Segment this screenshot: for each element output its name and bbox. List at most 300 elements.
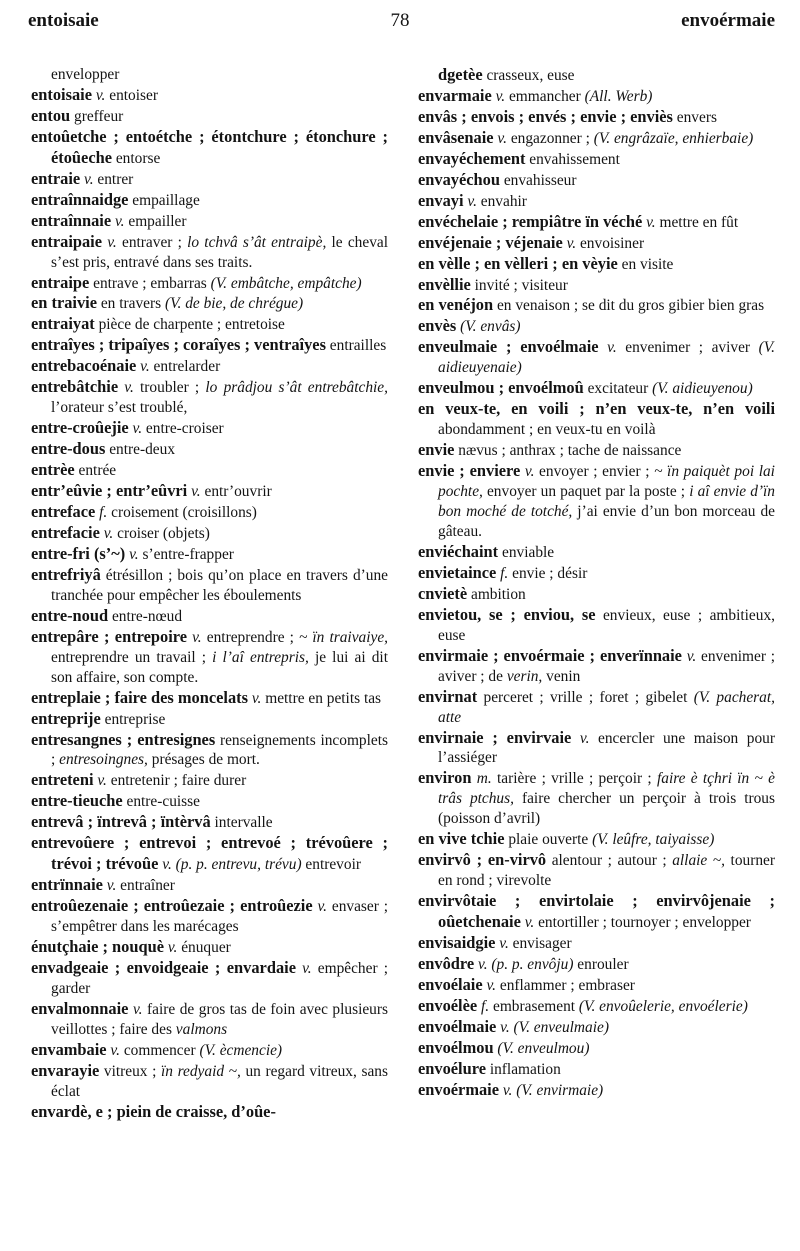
entry-headword: cnvietè bbox=[418, 583, 468, 603]
entry-italic-text: v. bbox=[520, 463, 535, 481]
entry-italic-text: v. bbox=[495, 935, 509, 953]
entry-definition: envers bbox=[672, 108, 717, 126]
entry-definition: mettre en fût bbox=[655, 213, 739, 231]
entry-italic-text: (V. aidieuyenaie) bbox=[438, 339, 775, 377]
entry-headword: envirvôtaie ; envirtolaie ; envirvôjenaie ; oûetchenaie bbox=[418, 891, 775, 932]
entry-definition: envoyer ; envier ; bbox=[534, 463, 655, 481]
entry-italic-text: (All. Werb) bbox=[584, 87, 653, 105]
entry-definition: greffeur bbox=[70, 107, 124, 125]
entry-italic-text: v. bbox=[463, 192, 477, 210]
entry-definition: l’orateur s’est troublé, bbox=[51, 399, 188, 417]
entry-definition: perceret ; vrille ; foret ; gibelet bbox=[477, 688, 694, 706]
entry-definition: entraîner bbox=[116, 877, 175, 895]
entry-definition: entoiser bbox=[105, 86, 158, 104]
entry-definition: ambition bbox=[467, 585, 526, 603]
entry-definition: je lui ai dit son affaire, son compte. bbox=[51, 648, 388, 686]
entry-definition: envenimer ; aviver ; de bbox=[438, 647, 775, 685]
entry-headword: entre-dous bbox=[31, 439, 106, 459]
entry-headword: entou bbox=[31, 105, 71, 125]
entry-definition: entre-cuisse bbox=[122, 793, 200, 811]
dictionary-entry bbox=[418, 1059, 775, 1080]
entry-headword: entrefriyâ bbox=[31, 564, 101, 584]
entry-italic-text: (V. envoûelerie, envoélerie) bbox=[578, 997, 748, 1015]
dictionary-entry bbox=[31, 896, 388, 937]
dictionary-entry bbox=[31, 730, 388, 771]
entry-definition: envahissement bbox=[525, 150, 620, 168]
entry-headword: entraipaie bbox=[31, 231, 103, 251]
entry-headword: entrïnnaie bbox=[31, 875, 103, 895]
entry-definition: empêcher ; garder bbox=[51, 959, 388, 997]
entry-definition: le cheval s’est pris, entravé dans ses traits. bbox=[51, 233, 388, 271]
entry-italic-text: allaie ~, bbox=[672, 852, 725, 870]
dictionary-entry bbox=[31, 523, 388, 544]
entry-headword: envisaidgie bbox=[418, 933, 496, 953]
entry-italic-text: v. (V. envirmaie) bbox=[499, 1081, 604, 1099]
dictionary-entry bbox=[418, 829, 775, 850]
dictionary-entry bbox=[418, 1017, 775, 1038]
entry-italic-text: v. bbox=[247, 689, 262, 707]
dictionary-entry bbox=[418, 440, 775, 461]
entry-definition: commencer bbox=[119, 1041, 200, 1059]
entry-definition: entrer bbox=[93, 170, 134, 188]
entry-italic-text: v. bbox=[295, 959, 312, 977]
dictionary-entry bbox=[418, 563, 775, 584]
entry-definition: plaie ouverte bbox=[504, 831, 593, 849]
entry-italic-text: (V. aidieuyenou) bbox=[652, 380, 753, 398]
dictionary-entry bbox=[418, 212, 775, 233]
entry-headword: entreplaie ; faire des moncelats bbox=[31, 687, 248, 707]
page-number: 78 bbox=[390, 10, 410, 31]
entry-definition: énuquer bbox=[177, 939, 231, 957]
entry-definition: venin bbox=[542, 667, 581, 685]
entry-definition: envahir bbox=[476, 192, 527, 210]
entry-definition: alentour ; autour ; bbox=[546, 852, 673, 870]
entry-definition: enviable bbox=[498, 543, 555, 561]
entry-italic-text: (V. enveulmou) bbox=[493, 1039, 590, 1057]
entry-italic-text: v. bbox=[571, 729, 590, 747]
entry-headword: envirnaie ; envirvaie bbox=[418, 727, 572, 747]
entry-definition: entrailles bbox=[325, 337, 387, 355]
entry-definition: empaillage bbox=[128, 191, 200, 209]
entry-definition: pièce de charpente ; entretoise bbox=[94, 316, 285, 334]
dictionary-entry bbox=[418, 584, 775, 605]
entry-italic-text: f. bbox=[496, 564, 509, 582]
entry-definition: étrésillon ; bois qu’on place en travers d’une tranchée pour empêcher les éboulements bbox=[51, 566, 388, 604]
entry-italic-text: v. bbox=[93, 772, 107, 790]
dictionary-entry bbox=[418, 378, 775, 399]
entry-definition: entrevoir bbox=[301, 856, 361, 874]
entry-headword: entrebâtchie bbox=[31, 377, 119, 397]
entry-italic-text: (V. envâs) bbox=[456, 318, 521, 336]
entry-definition: mettre en petits tas bbox=[261, 689, 382, 707]
dictionary-entry bbox=[418, 233, 775, 254]
entry-definition: envoisiner bbox=[576, 234, 645, 252]
entry-headword: entresangnes ; entresignes bbox=[31, 729, 216, 749]
entry-headword: envirmaie ; envoérmaie ; enverïnnaie bbox=[418, 645, 682, 665]
entry-italic-text: v. bbox=[80, 170, 94, 188]
dictionary-entry bbox=[31, 1061, 388, 1102]
entry-italic-text: (V. pacherat, atte bbox=[438, 688, 775, 726]
dictionary-entry bbox=[418, 728, 775, 769]
entry-headword: entrebacoénaie bbox=[31, 356, 137, 376]
dictionary-entry bbox=[418, 687, 775, 728]
right-column bbox=[418, 65, 775, 1245]
dictionary-entry bbox=[31, 688, 388, 709]
dictionary-entry bbox=[418, 1038, 775, 1059]
entry-definition: intervalle bbox=[210, 814, 273, 832]
dictionary-entry bbox=[418, 646, 775, 687]
dictionary-entry bbox=[31, 190, 388, 211]
entry-definition: entorse bbox=[112, 149, 161, 167]
dictionary-entry bbox=[31, 232, 388, 273]
entry-definition: inflamation bbox=[485, 1060, 561, 1078]
entry-definition: embrasement bbox=[489, 997, 579, 1015]
entry-italic-text: v. bbox=[163, 939, 178, 957]
entry-italic-text: f. bbox=[477, 997, 490, 1015]
entry-definition: entreprendre un travail ; bbox=[51, 648, 213, 666]
entry-headword: en vive tchie bbox=[418, 829, 505, 849]
entry-italic-text: v. bbox=[493, 129, 507, 147]
entry-definition: entre-nœud bbox=[108, 607, 183, 625]
entry-definition: présages de mort. bbox=[147, 751, 260, 769]
dictionary-entry bbox=[418, 295, 775, 316]
entry-headword: entoisaie bbox=[31, 84, 93, 104]
entry-italic-text: verin, bbox=[506, 667, 543, 685]
dictionary-entry bbox=[31, 709, 388, 730]
entry-italic-text: (V. ècmencie) bbox=[199, 1041, 283, 1059]
entry-headword: en vèlle ; en vèlleri ; en vèyie bbox=[418, 253, 618, 273]
entry-italic-text: v. bbox=[102, 233, 117, 251]
entry-definition: enrouler bbox=[573, 955, 629, 973]
entry-definition: faire de gros tas de foin avec plusieurs veillottes ; faire des bbox=[51, 1000, 388, 1038]
dictionary-entry bbox=[418, 107, 775, 128]
entry-definition: entreprendre ; bbox=[201, 628, 299, 646]
dictionary-entry bbox=[418, 275, 775, 296]
entry-italic-text: v. (V. enveulmaie) bbox=[496, 1018, 609, 1036]
entry-headword: entreface bbox=[31, 502, 96, 522]
dictionary-entry bbox=[31, 127, 388, 169]
entry-definition: abondamment ; en veux-tu en voilà bbox=[438, 421, 656, 439]
entry-italic-text: v. bbox=[136, 358, 150, 376]
entry-definition: un regard vitreux, sans éclat bbox=[51, 1062, 388, 1100]
entry-definition: encercler une maison pour l’assiéger bbox=[438, 729, 775, 767]
entry-headword: entrèe bbox=[31, 460, 75, 480]
entry-italic-text: v. bbox=[187, 628, 202, 646]
entry-definition: envenimer ; aviver bbox=[616, 339, 759, 357]
dictionary-entry bbox=[418, 65, 775, 86]
entry-definition: entrée bbox=[74, 462, 117, 480]
entry-headword: entraînnaidge bbox=[31, 189, 129, 209]
dictionary-entry bbox=[31, 1102, 388, 1123]
entry-italic-text: ~ ïn traivaiye, bbox=[298, 628, 388, 646]
dictionary-entry bbox=[31, 439, 388, 460]
entry-definition: envoyer un paquet par la poste ; bbox=[482, 483, 690, 501]
dictionary-entry bbox=[31, 65, 388, 85]
entry-italic-text: entresoingnes, bbox=[59, 751, 148, 769]
dictionary-entry bbox=[418, 191, 775, 212]
entry-definition: entraver ; bbox=[116, 233, 188, 251]
entry-definition: empailler bbox=[124, 212, 187, 230]
dictionary-entry bbox=[31, 565, 388, 606]
dictionary-entry bbox=[418, 850, 775, 891]
dictionary-entry bbox=[31, 937, 388, 958]
entry-italic-text: ~ ïn paiquèt poi lai pochte, bbox=[438, 463, 775, 501]
dictionary-entry bbox=[31, 169, 388, 190]
entry-headword: envadgeaie ; envoidgeaie ; envardaie bbox=[31, 957, 296, 977]
dictionary-entry bbox=[31, 1040, 388, 1061]
dictionary-entry bbox=[31, 211, 388, 232]
entry-definition: nævus ; anthrax ; tache de naissance bbox=[454, 442, 682, 460]
entry-headword: envoélmou bbox=[418, 1037, 494, 1057]
entry-italic-text: i l’aî entrepris, bbox=[212, 648, 309, 666]
entry-italic-text: v. bbox=[642, 213, 656, 231]
entry-headword: entraîyes ; tripaîyes ; coraîyes ; ventraîyes bbox=[31, 335, 326, 355]
entry-italic-text: v. bbox=[118, 379, 134, 397]
entry-headword: entreteni bbox=[31, 770, 94, 790]
entry-headword: entroûezenaie ; entroûezaie ; entroûezie bbox=[31, 896, 313, 916]
entry-headword: en veux-te, en voili ; n’en veux-te, n’en voili bbox=[418, 399, 775, 419]
entry-italic-text: (V. de bie, de chrégue) bbox=[164, 295, 304, 313]
entry-italic-text: (V. leûfre, taiyaisse) bbox=[592, 831, 715, 849]
entry-headword: envie bbox=[418, 440, 455, 460]
entry-headword: envoélaie bbox=[418, 974, 483, 994]
entry-italic-text: v. bbox=[128, 420, 143, 438]
entry-headword: envoélmaie bbox=[418, 1016, 497, 1036]
entry-headword: enveulmaie ; envoélmaie bbox=[418, 337, 599, 357]
dictionary-entry bbox=[418, 996, 775, 1017]
dictionary-entry bbox=[31, 481, 388, 502]
entry-headword: entreprije bbox=[31, 708, 101, 728]
entry-definition: tourner en rond ; virevolte bbox=[438, 852, 775, 890]
running-head-right: envoérmaie bbox=[681, 10, 775, 31]
entry-headword: envardè, e ; piein de craisse, d’oûe- bbox=[31, 1101, 276, 1121]
entry-italic-text: v. bbox=[562, 234, 577, 252]
entry-headword: entrefacie bbox=[31, 522, 100, 542]
entry-italic-text: (V. embâtche, empâtche) bbox=[210, 274, 362, 292]
dictionary-entry bbox=[31, 606, 388, 627]
entry-definition: envelopper bbox=[51, 66, 120, 83]
entry-definition: engazonner ; bbox=[506, 129, 594, 147]
entry-italic-text: v. (p. p. entrevu, trévu) bbox=[158, 856, 302, 874]
dictionary-entry bbox=[31, 999, 388, 1040]
dictionary-entry bbox=[31, 314, 388, 335]
entry-italic-text: f. bbox=[95, 504, 108, 522]
dictionary-entry bbox=[31, 460, 388, 481]
entry-definition: entreprise bbox=[100, 710, 166, 728]
entry-italic-text: faire è tçhri ïn ~ è trâs ptchus, bbox=[438, 770, 775, 808]
entry-definition: croiser (objets) bbox=[113, 524, 210, 542]
entry-italic-text: v. bbox=[312, 898, 328, 916]
entry-headword: en venéjon bbox=[418, 295, 494, 315]
dictionary-entry bbox=[31, 627, 388, 688]
entry-headword: envès bbox=[418, 316, 457, 336]
entry-italic-text: i aî envie d’ïn bon moché de totché, bbox=[438, 483, 775, 521]
entry-italic-text: v. bbox=[92, 86, 106, 104]
entry-headword: en traivie bbox=[31, 293, 97, 313]
entry-definition: j’ai envie d’un bon morceau de gâteau. bbox=[438, 503, 775, 540]
dictionary-entry bbox=[418, 128, 775, 149]
entry-headword: envèllie bbox=[418, 274, 471, 294]
entry-italic-text: m. bbox=[471, 770, 492, 788]
entry-headword: envarayie bbox=[31, 1060, 100, 1080]
dictionary-entry bbox=[31, 791, 388, 812]
left-column bbox=[31, 65, 388, 1245]
entry-definition: crasseux, euse bbox=[482, 67, 575, 84]
dictionary-entry bbox=[418, 337, 775, 378]
entry-headword: environ bbox=[418, 768, 472, 788]
entry-headword: entoûetche ; entoétche ; étontchure ; étonchure ; étoûeche bbox=[31, 126, 388, 167]
entry-headword: entrepâre ; entrepoire bbox=[31, 626, 188, 646]
dictionary-entry bbox=[31, 812, 388, 833]
entry-definition: renseignements incomplets ; bbox=[51, 731, 388, 769]
dictionary-entry bbox=[418, 954, 775, 975]
entry-italic-text: v. bbox=[681, 647, 697, 665]
entry-headword: dgetèe bbox=[438, 65, 483, 84]
dictionary-entry bbox=[418, 768, 775, 829]
entry-headword: entre-noud bbox=[31, 605, 109, 625]
entry-headword: entre-fri (s’~) bbox=[31, 543, 126, 563]
entry-headword: entraie bbox=[31, 168, 81, 188]
dictionary-entry bbox=[418, 86, 775, 107]
entry-headword: entraipe bbox=[31, 272, 90, 292]
running-head-left: entoisaie bbox=[28, 10, 99, 31]
entry-definition: envieux, euse ; ambitieux, euse bbox=[438, 606, 775, 644]
entry-headword: envalmonnaie bbox=[31, 998, 129, 1018]
entry-definition: enflammer ; embraser bbox=[496, 976, 635, 994]
entry-definition: envahisseur bbox=[499, 171, 577, 189]
entry-headword: entrevâ ; ïntrevâ ; ïntèrvâ bbox=[31, 812, 211, 832]
entry-definition: emmancher bbox=[505, 87, 585, 105]
entry-headword: entre-croûejie bbox=[31, 418, 129, 438]
dictionary-entry bbox=[31, 106, 388, 127]
entry-italic-text: v. bbox=[99, 524, 114, 542]
entry-headword: entr’eûvie ; entr’eûvri bbox=[31, 481, 188, 501]
entry-definition: envaser ; s’empêtrer dans les marécages bbox=[51, 898, 388, 936]
dictionary-entry bbox=[418, 975, 775, 996]
entry-headword: entrevoûere ; entrevoi ; entrevoé ; trévoûere ; trévoi ; trévoûe bbox=[31, 833, 388, 874]
entry-italic-text: lo tchvâ s’ât entraipè, bbox=[187, 233, 327, 251]
dictionary-entry bbox=[31, 833, 388, 875]
dictionary-entry bbox=[418, 461, 775, 542]
dictionary-entry bbox=[418, 170, 775, 191]
dictionary-entry bbox=[31, 544, 388, 565]
dictionary-entry bbox=[31, 958, 388, 999]
dictionary-entry bbox=[31, 356, 388, 377]
entry-definition: invité ; visiteur bbox=[470, 276, 568, 294]
dictionary-entry bbox=[31, 418, 388, 439]
entry-headword: envâsenaie bbox=[418, 127, 494, 147]
entry-definition: faire chercher un perçoir à trois trous (poisson d’avril) bbox=[438, 790, 775, 828]
entry-italic-text: v. (p. p. envôju) bbox=[474, 955, 574, 973]
entry-headword: énutçhaie ; nouquè bbox=[31, 937, 164, 957]
dictionary-entry bbox=[31, 502, 388, 523]
entry-definition: entrelarder bbox=[149, 358, 221, 376]
entry-definition: envisager bbox=[508, 935, 572, 953]
entry-headword: envambaie bbox=[31, 1039, 107, 1059]
entry-headword: envietou, se ; enviou, se bbox=[418, 604, 596, 624]
entry-definition: entortiller ; tournoyer ; envelopper bbox=[534, 914, 751, 932]
entry-headword: envayéchement bbox=[418, 148, 526, 168]
entry-italic-text: valmons bbox=[175, 1020, 228, 1038]
dictionary-entry bbox=[418, 316, 775, 337]
entry-definition: en venaison ; se dit du gros gibier bien gras bbox=[493, 297, 765, 315]
dictionary-entry bbox=[418, 399, 775, 440]
dictionary-entry bbox=[418, 254, 775, 275]
dictionary-entry bbox=[418, 1080, 775, 1101]
entry-definition: vitreux ; bbox=[99, 1062, 162, 1080]
entry-headword: entraînnaie bbox=[31, 210, 112, 230]
entry-definition: en visite bbox=[617, 255, 674, 273]
entry-italic-text: v. bbox=[102, 877, 117, 895]
entry-italic-text: v. bbox=[106, 1041, 120, 1059]
entry-definition: entrave ; embarras bbox=[89, 274, 211, 292]
dictionary-entry bbox=[418, 149, 775, 170]
entry-definition: croisement (croisillons) bbox=[107, 504, 257, 522]
dictionary-entry bbox=[418, 542, 775, 563]
entry-italic-text: v. bbox=[598, 339, 617, 357]
entry-headword: envôdre bbox=[418, 953, 475, 973]
entry-headword: envéjenaie ; véjenaie bbox=[418, 232, 563, 252]
entry-definition: entre-croiser bbox=[142, 420, 224, 438]
dictionary-entry bbox=[31, 85, 388, 106]
entry-definition: excitateur bbox=[583, 380, 653, 398]
entry-definition: s’entre-frapper bbox=[138, 545, 234, 563]
entry-italic-text: v. bbox=[520, 914, 535, 932]
entry-italic-text: v. bbox=[125, 545, 139, 563]
dictionary-entry bbox=[31, 273, 388, 294]
dictionary-entry bbox=[31, 293, 388, 314]
entry-headword: entre-tieuche bbox=[31, 791, 123, 811]
entry-definition: entretenir ; faire durer bbox=[106, 772, 247, 790]
entry-definition: entr’ouvrir bbox=[200, 483, 272, 501]
entry-headword: enviéchaint bbox=[418, 541, 499, 561]
entry-italic-text: v. bbox=[187, 483, 201, 501]
entry-italic-text: lo prâdjou s’ât entrebâtchie, bbox=[205, 379, 388, 397]
entry-headword: enveulmou ; envoélmoû bbox=[418, 378, 584, 398]
entry-headword: envoélure bbox=[418, 1058, 486, 1078]
entry-italic-text: ïn redyaid ~, bbox=[161, 1062, 241, 1080]
entry-headword: envirvô ; en-virvô bbox=[418, 850, 547, 870]
entry-headword: entraiyat bbox=[31, 314, 95, 334]
entry-italic-text: v. bbox=[128, 1000, 143, 1018]
entry-headword: envirnat bbox=[418, 686, 478, 706]
dictionary-entry bbox=[31, 377, 388, 418]
entry-italic-text: v. bbox=[111, 212, 125, 230]
entry-italic-text: v. bbox=[491, 87, 506, 105]
dictionary-entry bbox=[418, 605, 775, 646]
entry-headword: envayi bbox=[418, 190, 464, 210]
entry-italic-text: v. bbox=[482, 976, 497, 994]
entry-headword: envoérmaie bbox=[418, 1079, 500, 1099]
dictionary-entry bbox=[418, 891, 775, 933]
entry-definition: en travers bbox=[97, 295, 165, 313]
entry-headword: envâs ; envois ; envés ; envie ; enviès bbox=[418, 106, 673, 126]
entry-definition: tarière ; vrille ; perçoir ; bbox=[491, 770, 657, 788]
entry-headword: envie ; enviere bbox=[418, 461, 521, 481]
entry-headword: envoélèe bbox=[418, 995, 478, 1015]
dictionary-entry bbox=[31, 770, 388, 791]
entry-headword: envarmaie bbox=[418, 85, 492, 105]
entry-definition: troubler ; bbox=[133, 379, 206, 397]
entry-headword: envéchelaie ; rempiâtre ïn véché bbox=[418, 211, 643, 231]
dictionary-entry bbox=[31, 335, 388, 356]
entry-definition: entre-deux bbox=[105, 441, 176, 459]
entry-italic-text: (V. engrâzaïe, enhierbaie) bbox=[593, 129, 754, 147]
dictionary-entry bbox=[418, 933, 775, 954]
entry-definition: envie ; désir bbox=[508, 564, 588, 582]
entry-headword: envayéchou bbox=[418, 169, 500, 189]
page-header bbox=[0, 0, 800, 50]
